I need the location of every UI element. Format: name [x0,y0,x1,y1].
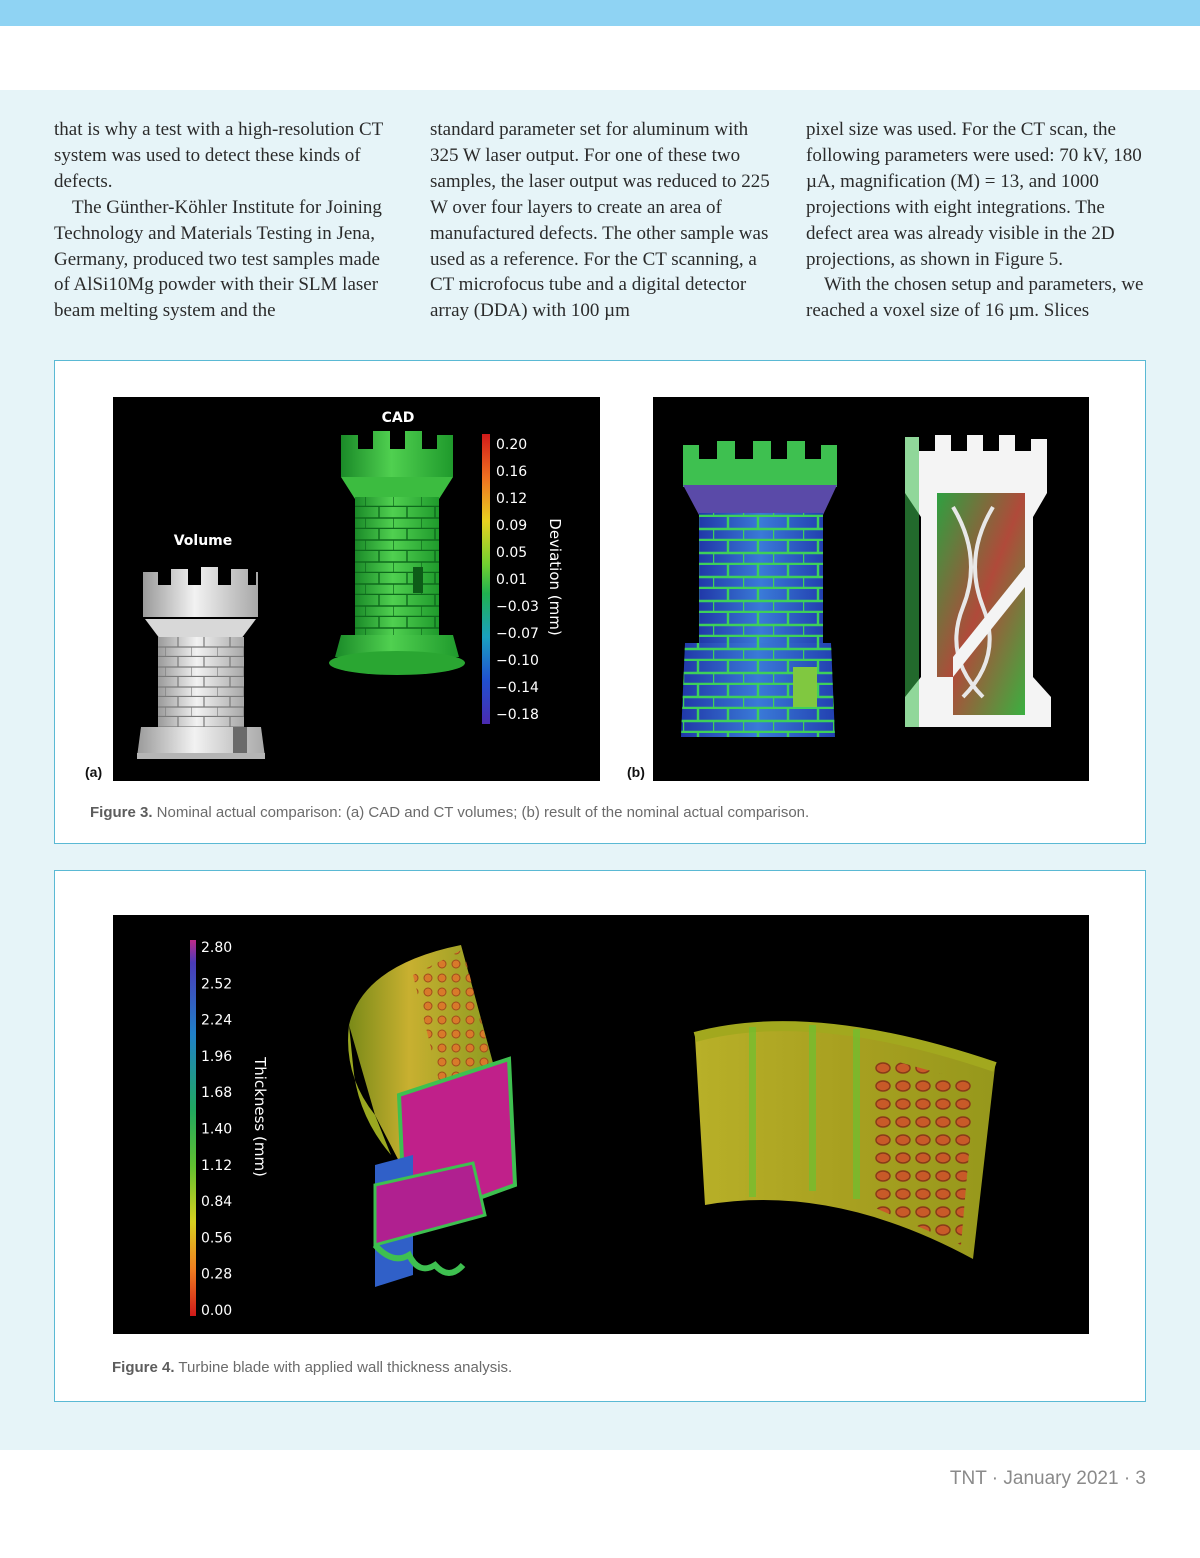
cad-label: CAD [381,410,415,426]
figure-4 [54,870,1146,1402]
legend-tick-label: 0.09 [496,518,528,534]
legend-tick-label: 0.56 [201,1230,233,1247]
legend-tick-label: 0.16 [496,464,528,480]
legend-tick-label: −0.07 [496,626,539,642]
figure-3a-panel [113,397,600,781]
figure-4-caption-text: Turbine blade with applied wall thickness analysis. [174,1359,513,1376]
deviation-color-bar [482,434,490,724]
legend-tick-label: −0.18 [496,707,539,723]
paragraph: standard parameter set for aluminum with 325 W laser output. For one of these two samples, the laser output was reduced to 225 W over four layers to create an area of manufactured defects. The other sample was used as a reference. For the CT scanning, a CT microfocus tube and a digital detector array (DDA) with 100 µm [430,119,770,322]
paragraph: that is why a test with a high-resolution CT system was used to detect these kinds of defects. [54,119,383,192]
legend-tick-label: 2.24 [201,1012,233,1029]
legend-tick-label: 0.01 [496,572,528,588]
page-footer: TNT · January 2021 · 3 [949,1468,1146,1489]
figure-3a-label: (a) [85,764,103,780]
text-column-2 [430,117,770,324]
figure-4-panel [113,915,1089,1334]
sectioned-tower-shape [905,435,1051,727]
legend-tick-label: 0.05 [496,545,528,561]
figure-3a-image [113,397,600,781]
legend-tick-label: 1.96 [201,1048,233,1065]
legend-tick-label: 0.00 [201,1303,233,1319]
legend-tick-label: 1.40 [201,1121,233,1138]
figure-3b-image [653,397,1089,781]
thickness-color-bar [190,940,196,1316]
thickness-legend-title: Thickness (mm) [251,1057,269,1177]
figure-3-caption-text: Nominal actual comparison: (a) CAD and CT volumes; (b) result of the nominal actual comparison. [152,804,810,821]
legend-tick-label: 2.80 [201,940,233,956]
deviation-tower-shape [681,441,837,737]
figure-3-caption-label: Figure 3. [90,804,153,821]
figure-3-caption [90,804,809,821]
legend-tick-label: 2.52 [201,976,233,993]
legend-tick-label: 0.20 [496,437,528,453]
text-column-3 [806,117,1146,324]
figure-4-caption-label: Figure 4. [112,1359,175,1376]
figure-4-caption [112,1359,512,1376]
volume-label: Volume [173,533,233,549]
body-text-columns [54,117,1146,332]
top-banner [0,0,1200,26]
paragraph: With the chosen setup and parameters, we reached a voxel size of 16 µm. Slices [806,274,1144,322]
legend-tick-label: 0.12 [496,491,528,507]
figure-3 [54,360,1146,844]
paragraph: The Günther-Köhler Institute for Joining Technology and Materials Testing in Jena, Germany, produced two test samples made of AlSi10Mg powder with their SLM laser beam melting system and the [54,196,382,322]
legend-tick-label: 1.68 [201,1085,233,1102]
figure-3b-panel [653,397,1089,781]
legend-tick-label: −0.14 [496,680,539,696]
figure-3b-label: (b) [627,764,645,780]
legend-tick-label: −0.10 [496,653,539,669]
text-column-1 [54,117,394,324]
legend-tick-label: 0.28 [201,1266,233,1283]
paragraph: pixel size was used. For the CT scan, the following parameters were used: 70 kV, 180 µA, magnification (M) = 13, and 1000 projections with eight integrations. The defect area was already visible in the 2D projections, as shown in Figure 5. [806,119,1142,270]
legend-tick-label: −0.03 [496,599,539,615]
deviation-legend-title: Deviation (mm) [546,518,564,636]
figure-4-image [113,915,1089,1334]
legend-tick-label: 1.12 [201,1157,233,1174]
legend-tick-label: 0.84 [201,1194,233,1211]
